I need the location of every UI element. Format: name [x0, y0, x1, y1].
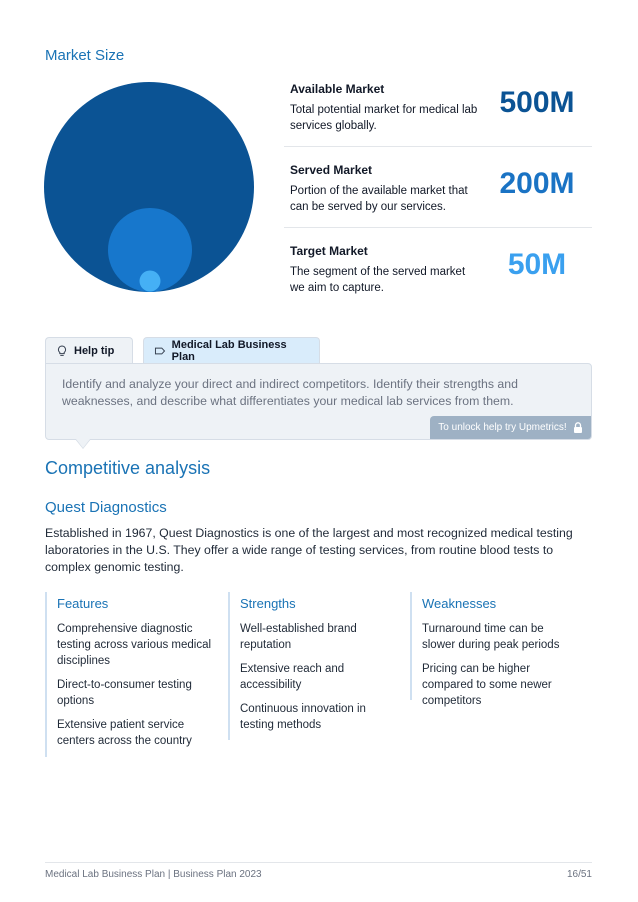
- competitor-description: Established in 1967, Quest Diagnostics is one of the largest and most recognized medical testing laboratories in the U.S. They offer a wide range of testing services, from routine blood tests to complex genomic testing.: [45, 526, 573, 574]
- list-item: Extensive patient service centers across the country: [57, 719, 192, 747]
- lock-icon: [573, 422, 583, 433]
- help-tip-pointer-fill: [76, 439, 90, 448]
- list-item: Extensive reach and accessibility: [240, 663, 345, 691]
- target-market-value: 50M: [507, 248, 567, 281]
- strengths-column: [228, 592, 398, 740]
- help-tip-text: Identify and analyze your direct and indirect competitors. Identify their strengths and weaknesses, and describe what differentiates your medical lab services from them.: [62, 377, 518, 408]
- available-market-value: 500M: [499, 86, 575, 119]
- unlock-help-label: To unlock help try Upmetrics!: [438, 422, 567, 433]
- weaknesses-heading: Weaknesses: [422, 596, 497, 611]
- available-market-title: Available Market: [290, 82, 385, 96]
- available-market-description: Total potential market for medical lab services globally.: [290, 104, 478, 132]
- tab-help-tip[interactable]: [45, 337, 133, 364]
- list-item: Direct-to-consumer testing options: [57, 679, 192, 707]
- lightbulb-icon: [56, 345, 68, 357]
- market-size-circles: [44, 82, 254, 294]
- competitor-name: Quest Diagnostics: [45, 499, 167, 516]
- footer-title: Medical Lab Business Plan | Business Plan 2023: [45, 869, 262, 880]
- help-tip-box: [45, 363, 592, 440]
- divider: [284, 227, 592, 228]
- target-market-circle: [140, 271, 161, 292]
- served-market-title: Served Market: [290, 163, 373, 177]
- strengths-heading: Strengths: [240, 596, 296, 611]
- tab-help-tip-label: Help tip: [74, 345, 115, 357]
- target-market-description: The segment of the served market we aim to capture.: [290, 266, 466, 294]
- available-market-row: [284, 82, 592, 162]
- list-item: Continuous innovation in testing methods: [240, 703, 366, 731]
- weaknesses-column: [410, 592, 580, 707]
- features-heading: Features: [57, 596, 109, 611]
- competitive-analysis-title: Competitive analysis: [45, 458, 211, 478]
- list-item: Turnaround time can be slower during peak periods: [422, 623, 560, 651]
- features-column: [45, 592, 215, 757]
- unlock-help-button[interactable]: [430, 416, 591, 439]
- target-market-title: Target Market: [290, 244, 368, 258]
- tab-business-plan[interactable]: [143, 337, 320, 364]
- page-number: 16/51: [566, 869, 592, 880]
- footer-divider: [45, 862, 592, 863]
- divider: [284, 146, 592, 147]
- market-size-title: Market Size: [45, 47, 125, 64]
- list-item: Comprehensive diagnostic testing across various medical disciplines: [57, 623, 212, 667]
- served-market-value: 200M: [499, 167, 575, 200]
- target-market-row: [284, 244, 592, 324]
- tab-business-plan-label: Medical Lab Business Plan: [171, 339, 287, 363]
- list-item: Pricing can be higher compared to some newer competitors: [422, 663, 552, 707]
- tag-icon: [154, 345, 166, 357]
- list-item: Well-established brand reputation: [240, 623, 357, 651]
- served-market-description: Portion of the available market that can be served by our services.: [290, 185, 468, 213]
- served-market-row: [284, 163, 592, 243]
